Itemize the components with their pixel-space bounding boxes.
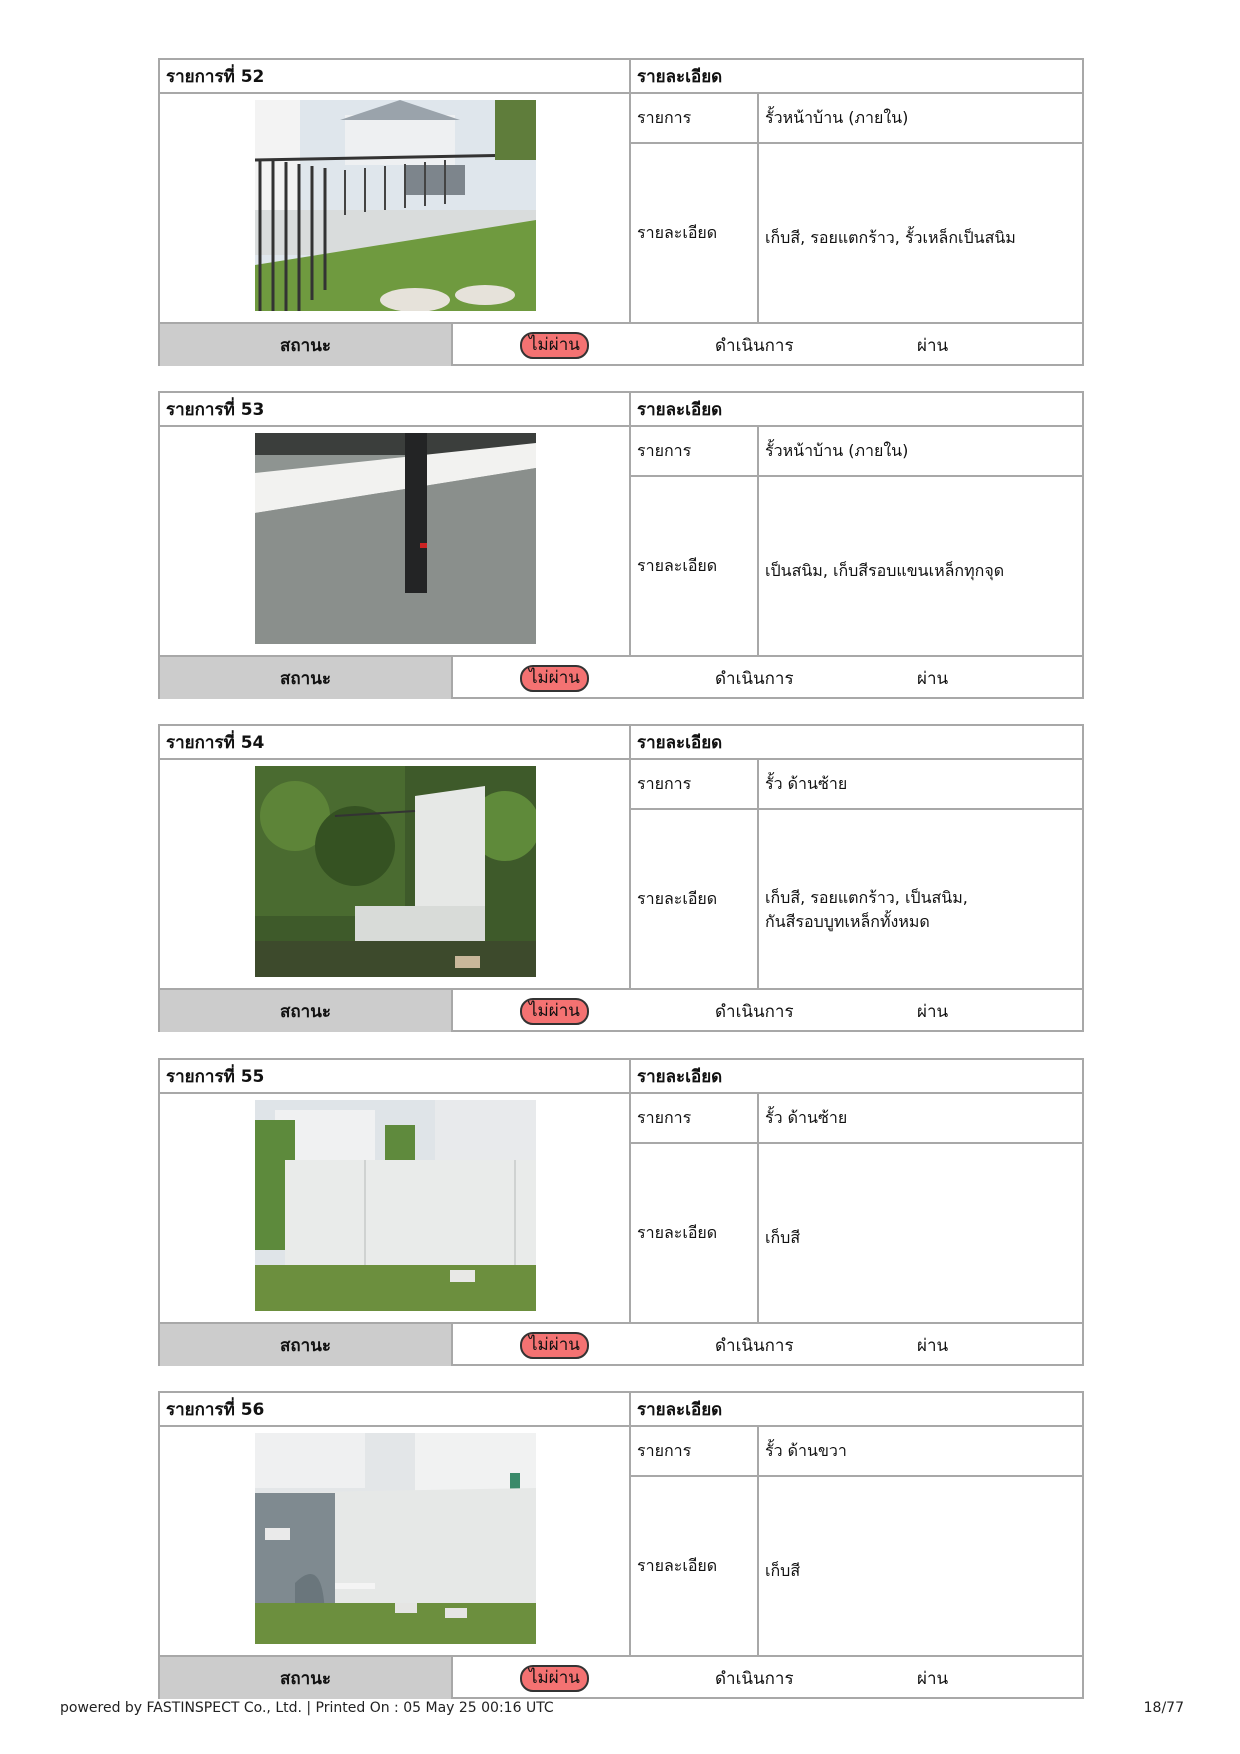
details-header: รายละเอียด bbox=[631, 393, 1082, 427]
detail-row bbox=[631, 477, 1082, 655]
inspection-card bbox=[158, 1058, 1084, 1366]
detail-value: เก็บสี bbox=[765, 1228, 801, 1247]
item-number-header: รายการที่ 56 bbox=[160, 1393, 631, 1427]
status-row bbox=[160, 1655, 1082, 1699]
inspection-card bbox=[158, 724, 1084, 1032]
detail-value-cell bbox=[759, 477, 1082, 655]
detail-value: เก็บสี, รอยแตกร้าว, เป็นสนิม, กันสีรอบบูทเหล็กทั้งหมด bbox=[765, 888, 968, 931]
details-header: รายละเอียด bbox=[631, 1393, 1082, 1427]
detail-value-cell bbox=[759, 144, 1082, 322]
item-number-header: รายการที่ 54 bbox=[160, 726, 631, 760]
detail-value: เป็นสนิม, เก็บสีรอบแขนเหล็กทุกจุด bbox=[765, 561, 1005, 580]
status-label: สถานะ bbox=[160, 1324, 453, 1366]
inspection-photo[interactable] bbox=[255, 766, 536, 977]
status-label: สถานะ bbox=[160, 1657, 453, 1699]
status-label: สถานะ bbox=[160, 990, 453, 1032]
detail-row bbox=[631, 1144, 1082, 1322]
status-in-progress-option[interactable]: ดำเนินการ bbox=[715, 1336, 794, 1356]
inspection-photo[interactable] bbox=[255, 433, 536, 644]
item-value: รั้ว ด้านขวา bbox=[765, 1440, 847, 1460]
item-label: รายการ bbox=[631, 1427, 759, 1475]
status-label: สถานะ bbox=[160, 657, 453, 699]
status-fail-badge[interactable]: ไม่ผ่าน bbox=[520, 998, 589, 1025]
photo-cell bbox=[160, 427, 631, 655]
photo-cell bbox=[160, 760, 631, 988]
status-pass-option[interactable]: ผ่าน bbox=[917, 1669, 949, 1689]
status-pass-option[interactable]: ผ่าน bbox=[917, 336, 949, 356]
status-fail-badge[interactable]: ไม่ผ่าน bbox=[520, 1665, 589, 1692]
item-row bbox=[631, 1427, 1082, 1477]
detail-row bbox=[631, 1477, 1082, 1655]
item-label: รายการ bbox=[631, 1094, 759, 1142]
inspection-card bbox=[158, 58, 1084, 366]
inspection-card bbox=[158, 391, 1084, 699]
detail-label: รายละเอียด bbox=[631, 144, 759, 322]
item-row bbox=[631, 1094, 1082, 1144]
status-fail-badge[interactable]: ไม่ผ่าน bbox=[520, 332, 589, 359]
item-number-header: รายการที่ 55 bbox=[160, 1060, 631, 1094]
status-pass-option[interactable]: ผ่าน bbox=[917, 1336, 949, 1356]
photo-cell bbox=[160, 1427, 631, 1655]
inspection-photo[interactable] bbox=[255, 100, 536, 311]
footer-printed-info: powered by FASTINSPECT Co., Ltd. | Printed On : 05 May 25 00:16 UTC bbox=[60, 1700, 554, 1716]
details-header: รายละเอียด bbox=[631, 1060, 1082, 1094]
item-label: รายการ bbox=[631, 94, 759, 142]
detail-row bbox=[631, 144, 1082, 322]
detail-value-cell bbox=[759, 1144, 1082, 1322]
item-value: รั้วหน้าบ้าน (ภายใน) bbox=[765, 107, 909, 127]
detail-value: เก็บสี, รอยแตกร้าว, รั้วเหล็กเป็นสนิม bbox=[765, 228, 1016, 247]
photo-cell bbox=[160, 1094, 631, 1322]
detail-label: รายละเอียด bbox=[631, 477, 759, 655]
item-value: รั้ว ด้านซ้าย bbox=[765, 1107, 848, 1127]
status-fail-badge[interactable]: ไม่ผ่าน bbox=[520, 1332, 589, 1359]
status-in-progress-option[interactable]: ดำเนินการ bbox=[715, 1002, 794, 1022]
status-fail-badge[interactable]: ไม่ผ่าน bbox=[520, 665, 589, 692]
status-row bbox=[160, 1322, 1082, 1366]
page-number: 18/77 bbox=[1143, 1700, 1184, 1716]
item-row bbox=[631, 427, 1082, 477]
inspection-card bbox=[158, 1391, 1084, 1699]
photo-cell bbox=[160, 94, 631, 322]
item-number-header: รายการที่ 53 bbox=[160, 393, 631, 427]
status-pass-option[interactable]: ผ่าน bbox=[917, 669, 949, 689]
detail-value: เก็บสี bbox=[765, 1561, 801, 1580]
detail-value-cell bbox=[759, 1477, 1082, 1655]
item-row bbox=[631, 760, 1082, 810]
status-in-progress-option[interactable]: ดำเนินการ bbox=[715, 669, 794, 689]
item-label: รายการ bbox=[631, 760, 759, 808]
status-pass-option[interactable]: ผ่าน bbox=[917, 1002, 949, 1022]
detail-label: รายละเอียด bbox=[631, 1144, 759, 1322]
status-row bbox=[160, 322, 1082, 366]
item-value: รั้วหน้าบ้าน (ภายใน) bbox=[765, 440, 909, 460]
detail-label: รายละเอียด bbox=[631, 1477, 759, 1655]
status-label: สถานะ bbox=[160, 324, 453, 366]
detail-label: รายละเอียด bbox=[631, 810, 759, 988]
item-label: รายการ bbox=[631, 427, 759, 475]
status-in-progress-option[interactable]: ดำเนินการ bbox=[715, 336, 794, 356]
detail-value-cell bbox=[759, 810, 1082, 988]
inspection-photo[interactable] bbox=[255, 1100, 536, 1311]
status-in-progress-option[interactable]: ดำเนินการ bbox=[715, 1669, 794, 1689]
status-row bbox=[160, 655, 1082, 699]
detail-row bbox=[631, 810, 1082, 988]
item-number-header: รายการที่ 52 bbox=[160, 60, 631, 94]
item-row bbox=[631, 94, 1082, 144]
status-row bbox=[160, 988, 1082, 1032]
item-value: รั้ว ด้านซ้าย bbox=[765, 773, 848, 793]
details-header: รายละเอียด bbox=[631, 726, 1082, 760]
inspection-photo[interactable] bbox=[255, 1433, 536, 1644]
details-header: รายละเอียด bbox=[631, 60, 1082, 94]
